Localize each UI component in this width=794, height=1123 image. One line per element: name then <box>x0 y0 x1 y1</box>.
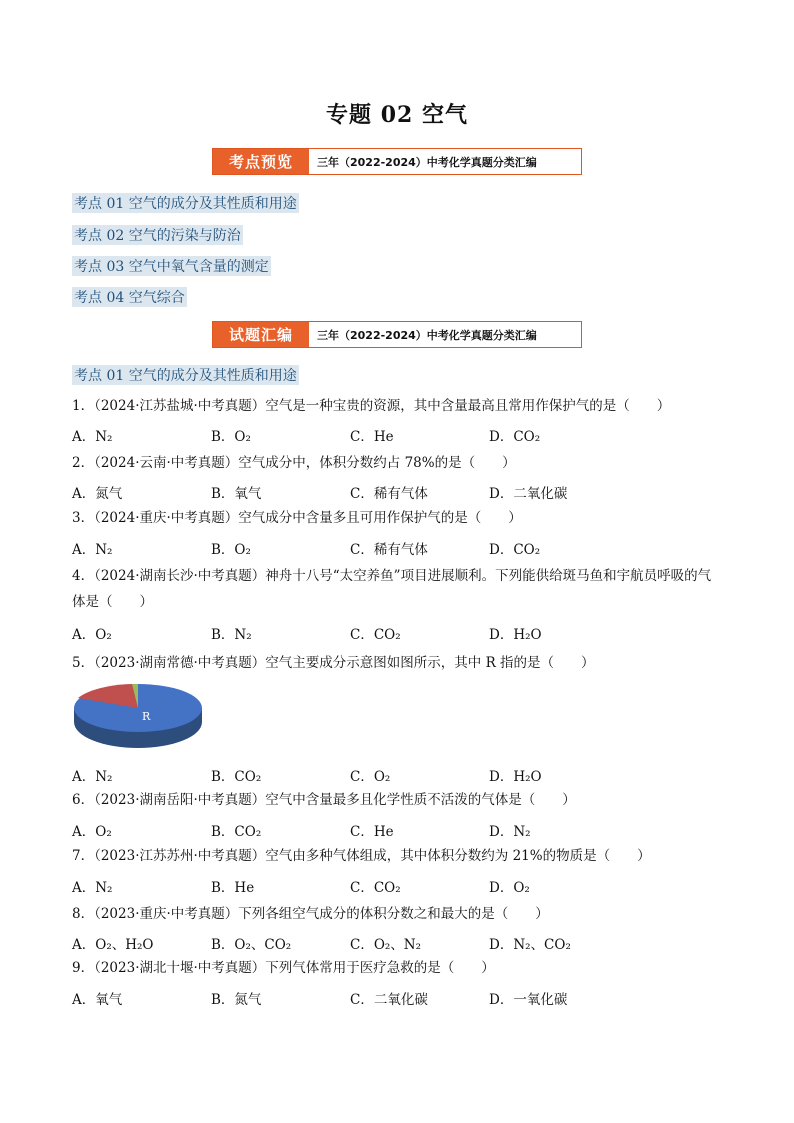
question-2-options <box>72 482 632 502</box>
option[interactable]: A．氮气 <box>72 486 123 502</box>
preview-banner <box>212 148 582 175</box>
question-2-stem: 2．（2024·云南·中考真题）空气成分中，体积分数约占 78%的是（ ） <box>72 455 516 471</box>
question-1-options <box>72 425 632 445</box>
section-title: 考点 01 空气的成分及其性质和用途 <box>72 365 299 385</box>
banner-desc: 三年（2022-2024）中考化学真题分类汇编 <box>317 328 537 342</box>
option[interactable]: D．N₂ <box>489 824 531 840</box>
option[interactable]: B．氮气 <box>211 992 262 1008</box>
option[interactable]: D．N₂、CO₂ <box>489 937 571 953</box>
option[interactable]: C．稀有气体 <box>350 542 428 558</box>
pie-label: R <box>142 710 151 723</box>
question-6-stem: 6．（2023·湖南岳阳·中考真题）空气中含量最多且化学性质不活泼的气体是（ ） <box>72 792 576 808</box>
question-7-stem: 7．（2023·江苏苏州·中考真题）空气由多种气体组成，其中体积分数约为 21%的物质是（ ） <box>72 848 651 864</box>
banner-tag: 试题汇编 <box>213 322 309 347</box>
option[interactable]: D．H₂O <box>489 769 542 785</box>
banner-desc: 三年（2022-2024）中考化学真题分类汇编 <box>317 155 537 169</box>
option[interactable]: D．CO₂ <box>489 429 541 445</box>
option[interactable]: C．CO₂ <box>350 627 401 643</box>
option[interactable]: B．O₂ <box>211 542 251 558</box>
option[interactable]: A．N₂ <box>72 880 113 896</box>
question-3-stem: 3．（2024·重庆·中考真题）空气成分中含量多且可用作保护气的是（ ） <box>72 510 522 526</box>
question-4-stem: 4．（2024·湖南长沙·中考真题）神舟十八号“太空养鱼”项目进展顺利。下列能供给斑马鱼和宇航员呼吸的气 <box>72 568 712 584</box>
air-composition-pie-chart <box>72 680 204 752</box>
option[interactable]: A．氧气 <box>72 992 123 1008</box>
option[interactable]: A．O₂ <box>72 627 112 643</box>
question-1-stem: 1．（2024·江苏盐城·中考真题）空气是一种宝贵的资源，其中含量最高且常用作保护气的是（ ） <box>72 398 671 414</box>
toc-item-2[interactable]: 考点 02 空气的污染与防治 <box>72 225 243 245</box>
option[interactable]: A．N₂ <box>72 429 113 445</box>
question-3-options <box>72 538 632 558</box>
banner-tag: 考点预览 <box>213 149 309 174</box>
option[interactable]: A．N₂ <box>72 769 113 785</box>
option[interactable]: B．CO₂ <box>211 824 262 840</box>
option[interactable]: D．O₂ <box>489 880 530 896</box>
option[interactable]: A．O₂ <box>72 824 112 840</box>
question-4-options <box>72 623 632 643</box>
option[interactable]: B．氧气 <box>211 486 262 502</box>
option[interactable]: A．O₂、H₂O <box>72 937 154 953</box>
question-9-stem: 9．（2023·湖北十堰·中考真题）下列气体常用于医疗急救的是（ ） <box>72 960 495 976</box>
question-5-stem: 5．（2023·湖南常德·中考真题）空气主要成分示意图如图所示，其中 R 指的是（ ） <box>72 655 595 671</box>
page-title: 专题 02 空气 <box>326 102 468 128</box>
option[interactable]: B．O₂ <box>211 429 251 445</box>
exercise-banner <box>212 321 582 348</box>
option[interactable]: D．二氧化碳 <box>489 486 568 502</box>
option[interactable]: C．稀有气体 <box>350 486 428 502</box>
option[interactable]: C．O₂ <box>350 769 391 785</box>
option[interactable]: D．H₂O <box>489 627 542 643</box>
question-6-options <box>72 820 632 840</box>
toc-item-3[interactable]: 考点 03 空气中氧气含量的测定 <box>72 256 271 276</box>
option[interactable]: D．一氧化碳 <box>489 992 568 1008</box>
option[interactable]: B．CO₂ <box>211 769 262 785</box>
option[interactable]: C．He <box>350 824 394 840</box>
option[interactable]: C．二氧化碳 <box>350 992 428 1008</box>
option[interactable]: B．O₂、CO₂ <box>211 937 292 953</box>
option[interactable]: D．CO₂ <box>489 542 541 558</box>
question-4-stem-cont: 体是（ ） <box>72 594 153 610</box>
question-8-options <box>72 933 632 953</box>
option[interactable]: A．N₂ <box>72 542 113 558</box>
option[interactable]: B．N₂ <box>211 627 252 643</box>
question-7-options <box>72 876 632 896</box>
toc-item-1[interactable]: 考点 01 空气的成分及其性质和用途 <box>72 193 299 213</box>
option[interactable]: C．CO₂ <box>350 880 401 896</box>
question-8-stem: 8．（2023·重庆·中考真题）下列各组空气成分的体积分数之和最大的是（ ） <box>72 906 549 922</box>
question-5-options <box>72 765 632 785</box>
option[interactable]: C．He <box>350 429 394 445</box>
toc-item-4[interactable]: 考点 04 空气综合 <box>72 287 187 307</box>
option[interactable]: C．O₂、N₂ <box>350 937 422 953</box>
option[interactable]: B．He <box>211 880 255 896</box>
question-9-options <box>72 988 632 1008</box>
